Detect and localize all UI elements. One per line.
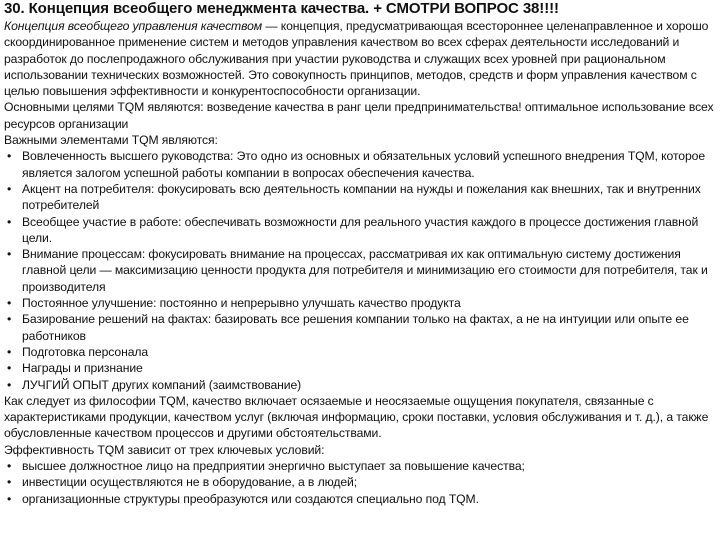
- list-item: • инвестиции осуществляются не в оборудование, а в людей;: [4, 474, 716, 490]
- slide-body: [4, 18, 716, 507]
- list-item: • высшее должностное лицо на предприятии энергично выступает за повышение качества;: [4, 458, 716, 474]
- elements-list: [4, 148, 716, 392]
- elements-heading: Важными элементами TQM являются:: [4, 133, 218, 148]
- intro-paragraph: [4, 18, 716, 99]
- list-item: • Вовлеченность высшего руководства: Это одно из основных и обязательных условий успешного внедрения TQM, которое является залогом успешной работы компании в вопросах обеспечения качества.: [4, 148, 716, 181]
- list-item: • организационные структуры преобразуются или создаются специально под TQM.: [4, 491, 716, 507]
- conditions-list: [4, 458, 716, 507]
- philosophy-paragraph: Как следует из философии TQM, качество включает осязаемые и неосязаемые ощущения покупателя, связанные с характеристиками продукции, качеством услуг (включая информацию, сроки поставки, условия обслуживания и т. д.), а также обусловленные качеством процессов и другими обстоятельствами.: [4, 393, 709, 441]
- intro-text: — концепция, предусматривающая всестороннее целенаправленное и хорошо скоординированное применение систем и методов управления качеством во всех сферах деятельности исследований и разработок до послепродажного обслуживания при участии руководства и служащих всех уровней при рациональном использовании технических возможностей. Это совокупность принципов, методов, средств и форм управления качеством с целью повышения эффективности и конкурентоспособности организации.: [4, 19, 709, 99]
- list-item: • Базирование решений на фактах: базировать все решения компании только на фактах, а не на интуиции или опыте ее работников: [4, 311, 716, 344]
- list-item: • Акцент на потребителя: фокусировать всю деятельность компании на нужды и пожелания как внешних, так и внутренних потребителей: [4, 181, 716, 214]
- page-title: 30. Концепция всеобщего менеджмента качества. + СМОТРИ ВОПРОС 38!!!!: [4, 0, 559, 17]
- list-item: • Награды и признание: [4, 360, 716, 376]
- list-item: • Подготовка персонала: [4, 344, 716, 360]
- list-item: • Постоянное улучшение: постоянно и непрерывно улучшать качество продукта: [4, 295, 716, 311]
- intro-term: Концепция всеобщего управления качеством: [4, 19, 263, 33]
- list-item: • ЛУЧГИЙ ОПЫТ других компаний (заимствование): [4, 377, 716, 393]
- list-item: • Внимание процессам: фокусировать внимание на процессах, рассматривая их как оптимальную систему достижения главной цели — максимизацию ценности продукта для потребителя и минимизацию его стоимости для потребителя, так и производителя: [4, 246, 716, 295]
- goals-paragraph: Основными целями TQM являются: возведение качества в ранг цели предпринимательства! оптимальное использование всех ресурсов организации: [4, 100, 714, 131]
- conditions-heading: Эффективность TQM зависит от трех ключевых условий:: [4, 442, 325, 457]
- list-item: • Всеобщее участие в работе: обеспечивать возможности для реального участия каждого в процессе достижения главной цели.: [4, 214, 716, 247]
